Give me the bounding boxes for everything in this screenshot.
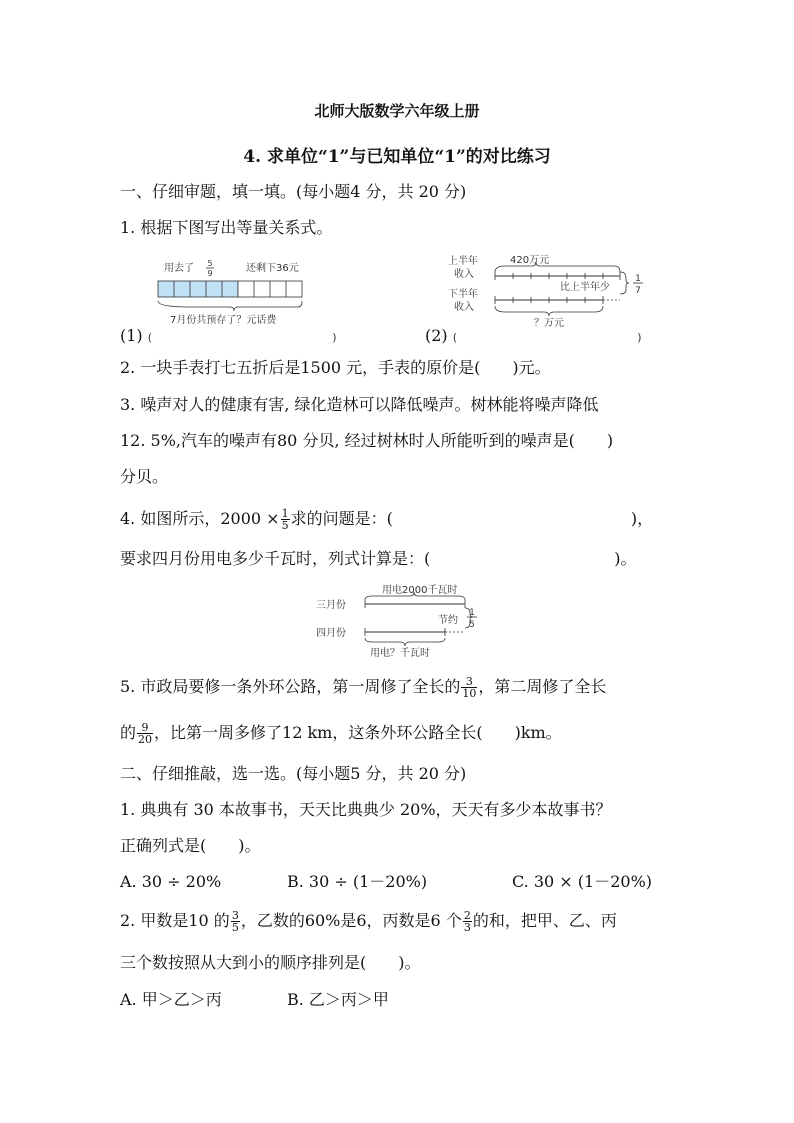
diagram3-bottom-label: 用电？千瓦时 bbox=[370, 648, 430, 659]
diagram1-total-label: 7月份共预存了？元话费 bbox=[170, 315, 277, 325]
fraction: $\frac{3}{5}$ bbox=[231, 909, 239, 934]
diagram1-left-label: 还剩下36元 bbox=[246, 263, 299, 274]
q4-line1: 4. 如图所示，2000 × $\frac{1}{5}$ 求的问题是：( )， bbox=[120, 507, 654, 532]
svg-text:7: 7 bbox=[635, 286, 641, 296]
part1-heading: 一、仔细审题，填一填。(每小题4 分，共 20 分) bbox=[120, 182, 467, 201]
q1-text: 1. 根据下图写出等量关系式。 bbox=[120, 218, 333, 237]
p2-q1-line1: 1. 典典有 30 本故事书，天天比典典少 20%，天天有多少本故事书？ bbox=[120, 800, 612, 819]
p2-q1-line2: 正确列式是( )。 bbox=[120, 836, 261, 855]
savings-diagram bbox=[150, 255, 320, 325]
fraction: $\frac{9}{20}$ bbox=[138, 721, 153, 746]
p2-q2-line2: 三个数按照从大到小的顺序排列是( )。 bbox=[120, 953, 421, 972]
svg-text:9: 9 bbox=[207, 269, 213, 278]
income-diagram bbox=[440, 250, 660, 328]
svg-text:收入: 收入 bbox=[454, 269, 474, 280]
svg-text:5: 5 bbox=[469, 620, 475, 630]
svg-text:5: 5 bbox=[207, 259, 213, 268]
diagram2-top-label: 420万元 bbox=[510, 255, 550, 266]
diagram1-used-label: 用去了 bbox=[164, 263, 194, 274]
svg-text:收入: 收入 bbox=[454, 302, 474, 313]
svg-text:1: 1 bbox=[469, 608, 475, 618]
q1-answer-1: (1) ( ) bbox=[120, 326, 337, 345]
svg-text:1: 1 bbox=[635, 274, 641, 284]
diagram1-bar bbox=[158, 281, 302, 297]
diagram2-upper-bar bbox=[495, 272, 620, 280]
q2-text: 2. 一块手表打七五折后是1500 元，手表的原价是( )元。 bbox=[120, 358, 551, 377]
diagram3-top-label: 用电2000千瓦时 bbox=[382, 585, 458, 596]
fraction: $\frac{1}{5}$ bbox=[281, 507, 289, 532]
q3-line2: 12. 5%,汽车的噪声有80 分贝, 经过树林时人所能听到的噪声是( ) bbox=[120, 431, 614, 450]
q4-line2: 要求四月份用电多少千瓦时，列式计算是：( )。 bbox=[120, 549, 637, 568]
p2-q2-option-a[interactable]: A. 甲＞乙＞丙 bbox=[120, 990, 222, 1009]
fraction: $\frac{3}{10}$ bbox=[462, 675, 477, 700]
diagram2-lower-bar bbox=[495, 296, 620, 304]
q5-line2: 的 $\frac{9}{20}$ ，比第一周多修了12 km，这条外环公路全长( )km。 bbox=[120, 721, 562, 746]
electricity-diagram bbox=[310, 580, 490, 660]
p2-q2-option-b[interactable]: B. 乙＞丙＞甲 bbox=[287, 990, 389, 1009]
diagram3-save-label: 节约 bbox=[438, 615, 458, 626]
p2-q1-option-b[interactable]: B. 30 ÷ (1－20%) bbox=[287, 872, 428, 891]
q5-line1: 5. 市政局要修一条外环公路，第一周修了全长的 $\frac{3}{10}$ ，第二周修了全长 bbox=[120, 675, 607, 700]
series-title: 北师大版数学六年级上册 bbox=[314, 102, 480, 120]
svg-text:下半年: 下半年 bbox=[448, 289, 478, 300]
page-title: 4. 求单位“1”与已知单位“1”的对比练习 bbox=[243, 147, 551, 167]
p2-q2-line1: 2. 甲数是10 的 $\frac{3}{5}$ ，乙数的60%是6，丙数是6 个 $\frac{2}{3}$ 的和，把甲、乙、丙 bbox=[120, 909, 617, 934]
svg-text:三月份: 三月份 bbox=[316, 600, 346, 611]
q1-answer-2: (2) ( ) bbox=[425, 326, 642, 345]
fraction: $\frac{2}{3}$ bbox=[463, 909, 471, 934]
svg-text:四月份: 四月份 bbox=[316, 628, 346, 639]
p2-q1-option-a[interactable]: A. 30 ÷ 20% bbox=[120, 872, 222, 891]
q3-line1: 3. 噪声对人的健康有害, 绿化造林可以降低噪声。树林能将噪声降低 bbox=[120, 395, 599, 414]
diagram2-bottom-label: ？万元 bbox=[534, 318, 564, 328]
diagram2-compare-label: 比上半年少 bbox=[560, 282, 610, 293]
q3-line3: 分贝。 bbox=[120, 467, 169, 486]
svg-text:上半年: 上半年 bbox=[448, 256, 478, 267]
p2-q1-option-c[interactable]: C. 30 × (1－20%) bbox=[512, 872, 653, 891]
part2-heading: 二、仔细推敲，选一选。(每小题5 分，共 20 分) bbox=[120, 764, 467, 783]
